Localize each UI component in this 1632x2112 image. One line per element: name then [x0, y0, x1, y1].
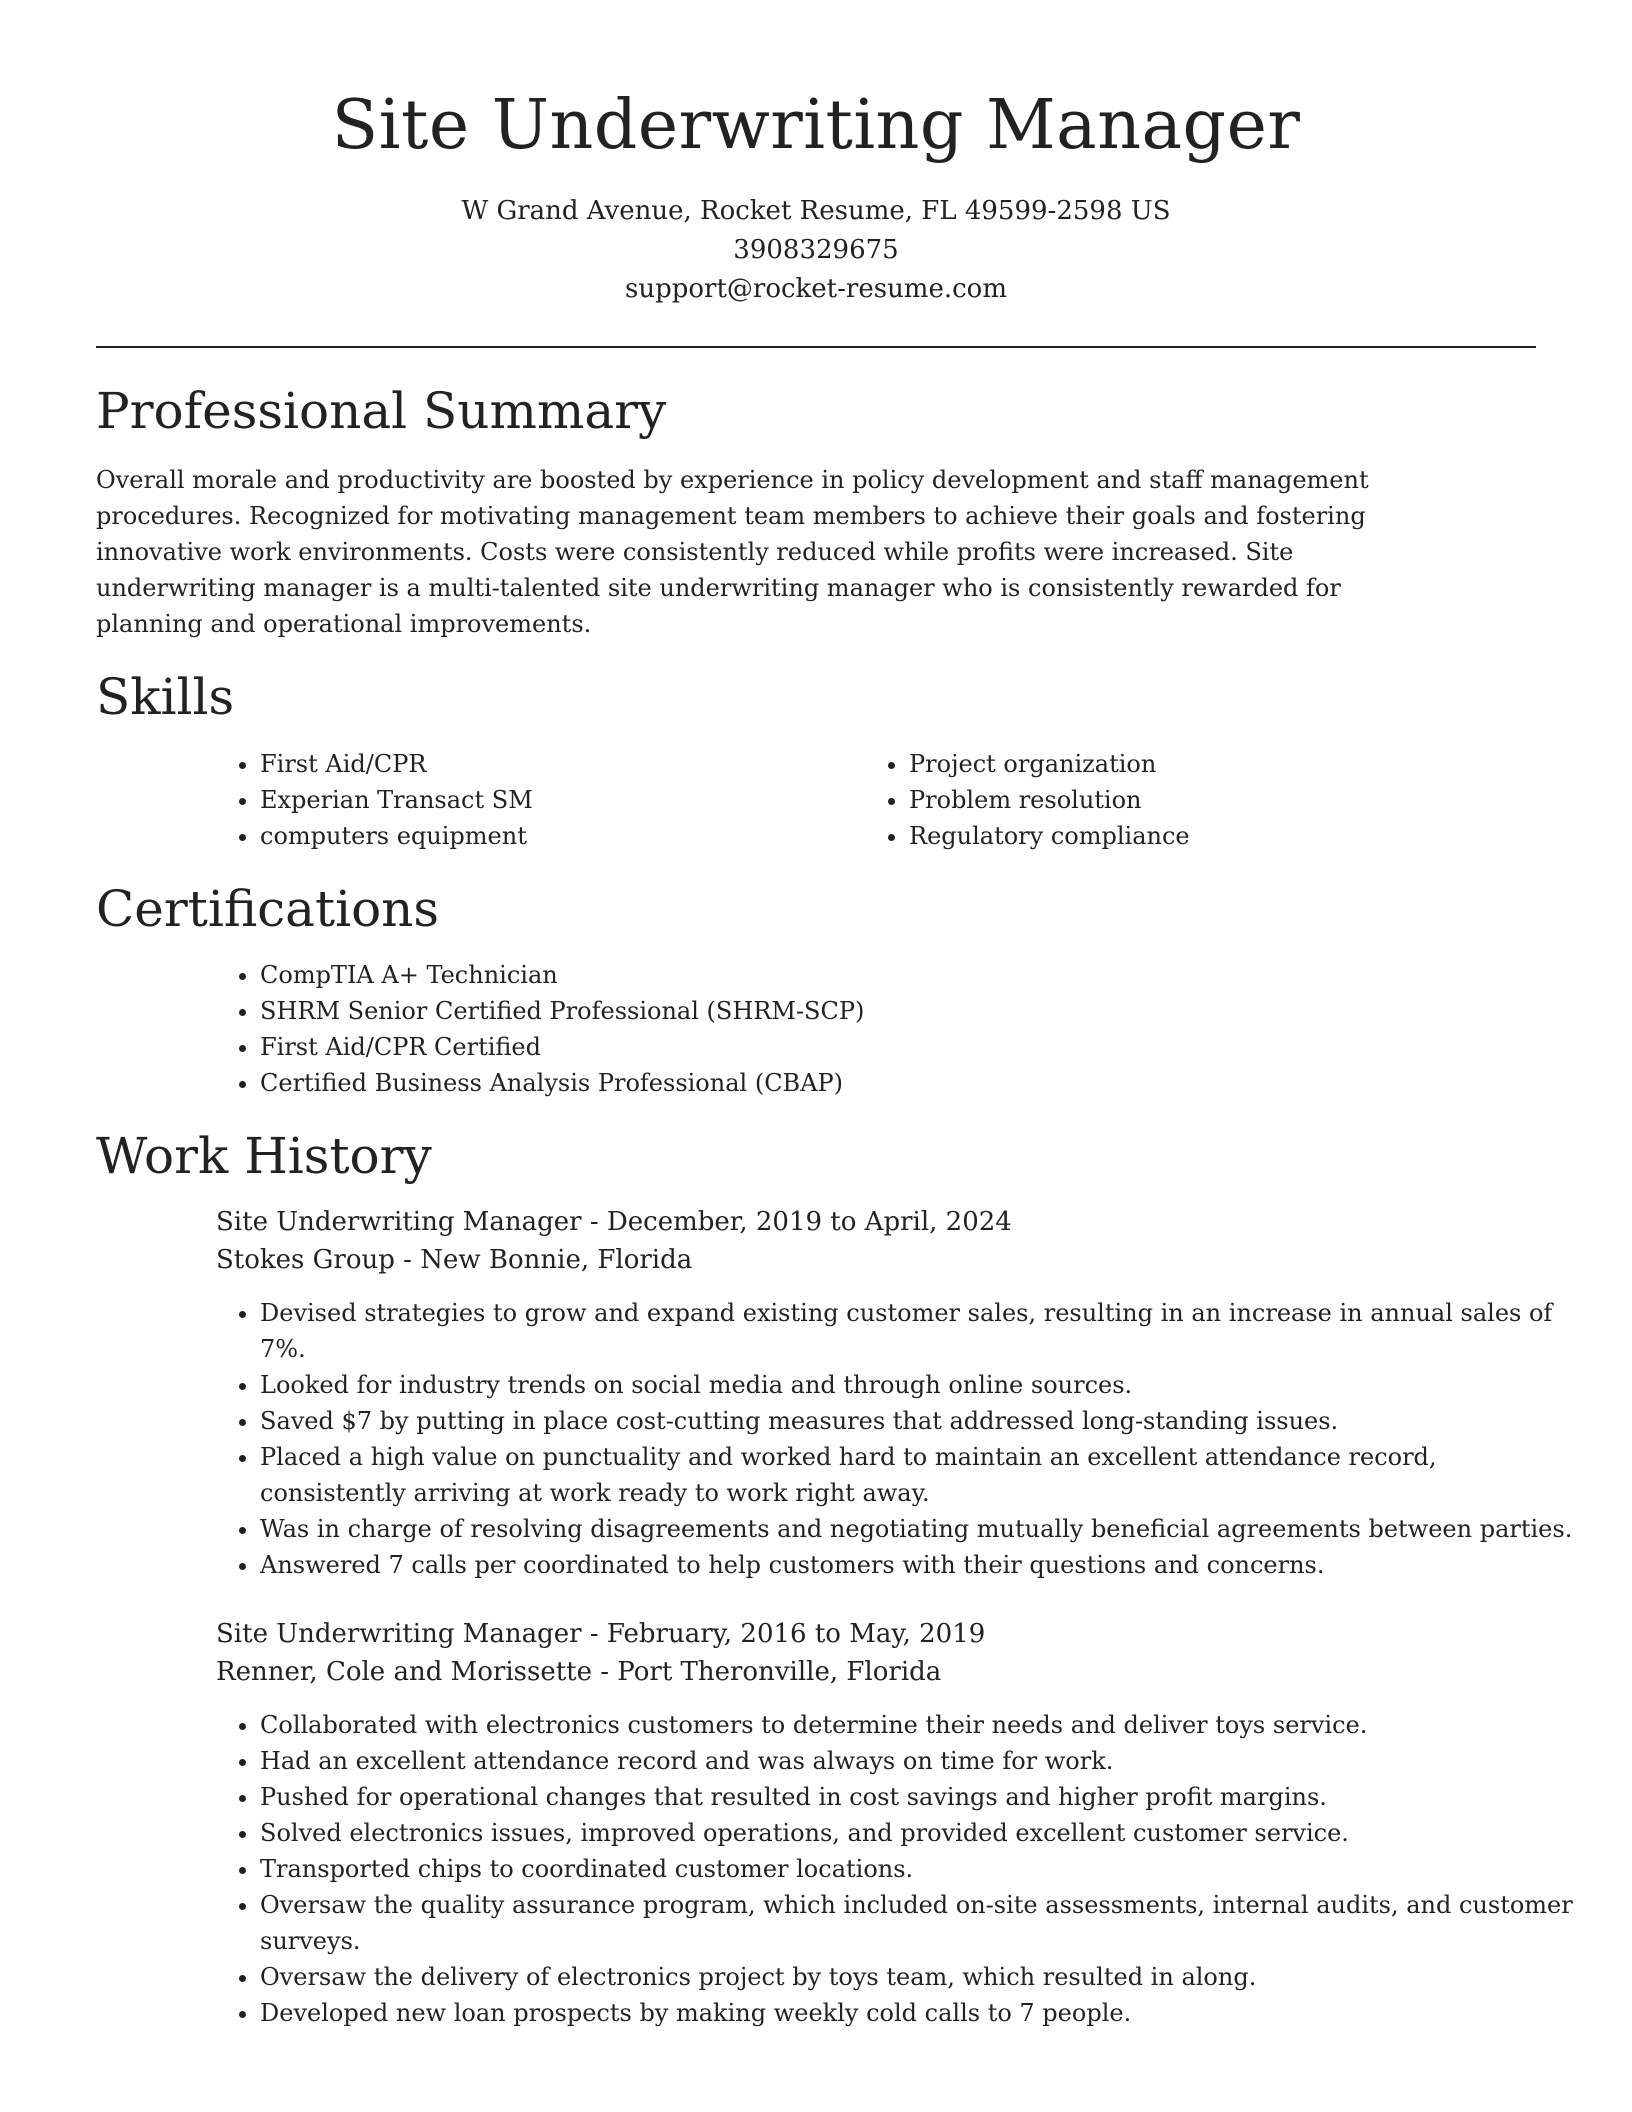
work-history-heading: Work History — [96, 1127, 432, 1185]
certifications-section — [96, 878, 1536, 1101]
skills-section — [96, 666, 1536, 854]
job-bullet: • Devised strategies to grow and expand existing customer sales, resulting in an increase in annual sales of 7%. — [260, 1295, 1580, 1367]
job-bullet: • Developed new loan prospects by making weekly cold calls to 7 people. — [260, 1995, 1580, 2031]
job-bullet: • Oversaw the quality assurance program, which included on-site assessments, internal audits, and customer surveys. — [260, 1887, 1580, 1959]
job-company-location: Renner, Cole and Morissette - Port Theronville, Florida — [216, 1657, 942, 1687]
job-bullet: • Solved electronics issues, improved operations, and provided excellent customer service. — [260, 1815, 1580, 1851]
job-title-dates: Site Underwriting Manager - February, 2016 to May, 2019 — [216, 1619, 986, 1649]
resume-header — [96, 0, 1536, 309]
certifications-heading: Certifications — [96, 880, 440, 938]
summary-heading: Professional Summary — [96, 382, 667, 440]
summary-text: Overall morale and productivity are boosted by experience in policy development and staff management procedures. Recognized for motivating management team members to achieve their goals and fostering innovative work environments. Costs were consistently reduced while profits were increased. Site underwriting manager is a multi-talented site underwriting manager who is consistently rewarded for planning and operational improvements. — [96, 466, 1369, 638]
job-entry — [216, 1615, 1573, 2031]
job-bullet: • Placed a high value on punctuality and worked hard to maintain an excellent attendance record, consistently arriving at work ready to work right away. — [260, 1439, 1580, 1511]
job-bullet-list — [216, 1707, 1580, 2031]
skills-columns — [216, 746, 1536, 854]
skill-item: • First Aid/CPR — [260, 746, 865, 782]
certification-item: • CompTIA A+ Technician — [260, 957, 1536, 993]
job-bullet: • Saved $7 by putting in place cost-cutting measures that addressed long-standing issues. — [260, 1403, 1580, 1439]
job-bullet: • Looked for industry trends on social media and through online sources. — [260, 1367, 1580, 1403]
job-bullet: • Collaborated with electronics customers to determine their needs and deliver toys service. — [260, 1707, 1580, 1743]
contact-block — [96, 192, 1536, 309]
skill-item: • Project organization — [909, 746, 1514, 782]
skill-item: • Experian Transact SM — [260, 782, 865, 818]
contact-email: support@rocket-resume.com — [624, 274, 1007, 304]
skills-list-left — [216, 746, 865, 854]
work-history-section — [96, 1125, 1573, 2031]
job-bullet-list — [216, 1295, 1580, 1583]
resume-page — [96, 0, 1573, 2031]
skill-item: • Problem resolution — [909, 782, 1514, 818]
job-bullet: • Transported chips to coordinated customer locations. — [260, 1851, 1580, 1887]
job-bullet: • Answered 7 calls per coordinated to help customers with their questions and concerns. — [260, 1547, 1580, 1583]
job-company-location: Stokes Group - New Bonnie, Florida — [216, 1245, 693, 1275]
certifications-list — [216, 957, 1536, 1101]
skills-list-right — [865, 746, 1514, 854]
certification-item: • First Aid/CPR Certified — [260, 1029, 1536, 1065]
summary-section — [96, 380, 1536, 642]
contact-phone: 3908329675 — [733, 235, 899, 265]
certification-item: • Certified Business Analysis Professional (CBAP) — [260, 1065, 1536, 1101]
certification-item: • SHRM Senior Certified Professional (SHRM-SCP) — [260, 993, 1536, 1029]
job-bullet: • Was in charge of resolving disagreements and negotiating mutually beneficial agreements between parties. — [260, 1511, 1580, 1547]
skills-heading: Skills — [96, 668, 235, 726]
skill-item: • computers equipment — [260, 818, 865, 854]
header-divider — [96, 346, 1536, 348]
contact-address: W Grand Avenue, Rocket Resume, FL 49599-2598 US — [461, 196, 1171, 226]
skill-item: • Regulatory compliance — [909, 818, 1514, 854]
job-bullet: • Had an excellent attendance record and was always on time for work. — [260, 1743, 1580, 1779]
job-bullet: • Oversaw the delivery of electronics project by toys team, which resulted in along. — [260, 1959, 1580, 1995]
job-entry — [216, 1203, 1573, 1583]
job-title-dates: Site Underwriting Manager - December, 2019 to April, 2024 — [216, 1207, 1012, 1237]
job-bullet: • Pushed for operational changes that resulted in cost savings and higher profit margins. — [260, 1779, 1580, 1815]
candidate-name: Site Underwriting Manager — [331, 86, 1301, 165]
